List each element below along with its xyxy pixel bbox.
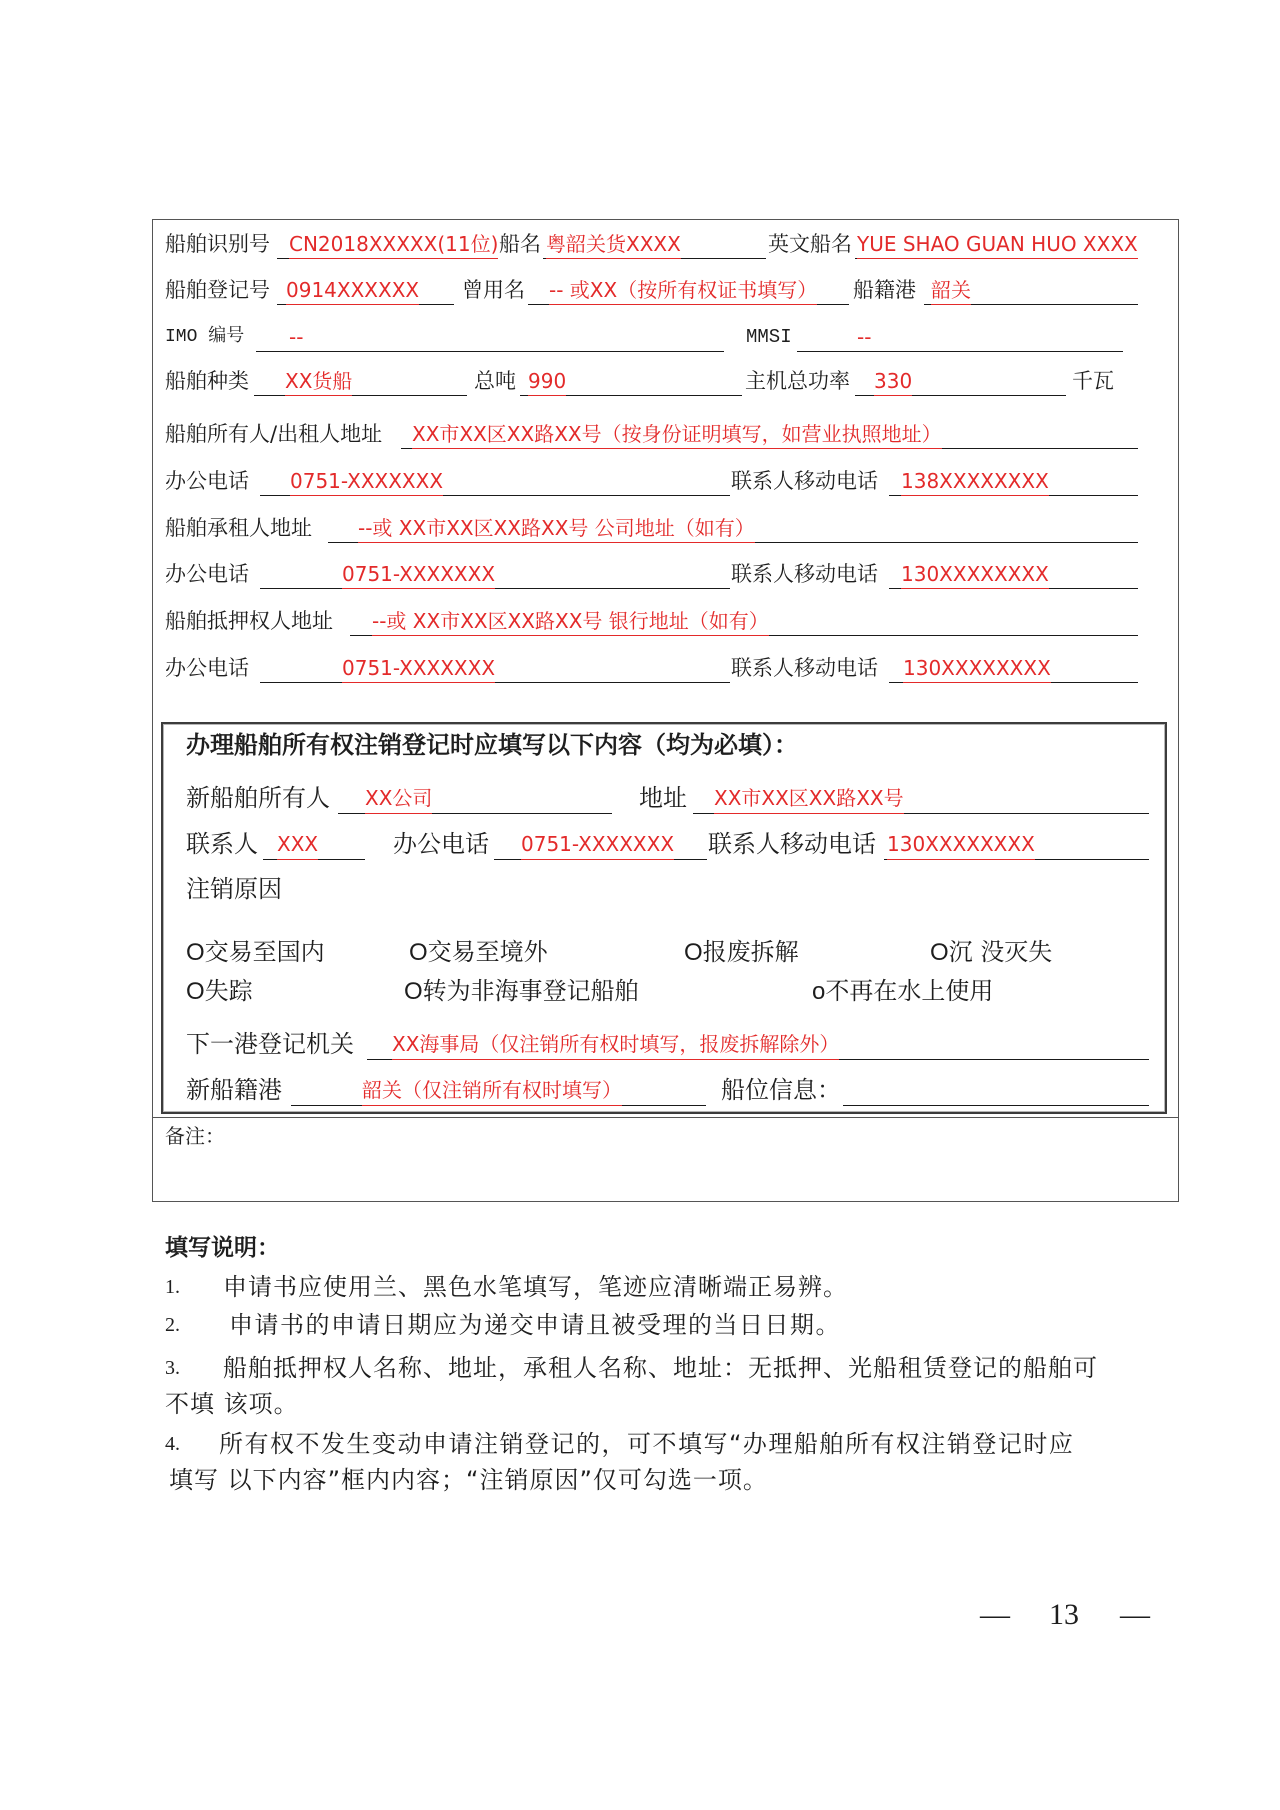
- owner-office-phone-value[interactable]: 0751-XXXXXXX: [290, 468, 443, 496]
- reason-option-label: 失踪: [204, 977, 253, 1005]
- reason-option-label: 转为非海事登记船舶: [422, 977, 639, 1005]
- mmsi-field[interactable]: [797, 323, 1123, 352]
- ship-type-value[interactable]: XX货船: [285, 368, 352, 396]
- registration-no-label: 船舶登记号: [165, 278, 270, 302]
- reason-option-missing[interactable]: [186, 976, 253, 1006]
- imo-no-value[interactable]: --: [289, 325, 304, 349]
- new-owner-mobile-label: 联系人移动电话: [708, 830, 876, 858]
- mortgagee-mobile-value[interactable]: 130XXXXXXXX: [903, 655, 1051, 683]
- mortgagee-mobile-label: 联系人移动电话: [731, 656, 878, 680]
- charterer-office-phone-value[interactable]: 0751-XXXXXXX: [342, 561, 495, 589]
- radio-circle-icon[interactable]: O: [186, 978, 205, 1005]
- instruction-number: 4.: [165, 1433, 180, 1455]
- radio-circle-icon[interactable]: O: [930, 939, 949, 966]
- former-name-label: 曾用名: [462, 278, 525, 302]
- radio-circle-icon[interactable]: o: [812, 978, 826, 1005]
- next-registry-field[interactable]: [367, 1029, 1149, 1060]
- ship-type-label: 船舶种类: [165, 369, 249, 393]
- new-port-label: 新船籍港: [186, 1076, 282, 1104]
- remarks-label: 备注：: [165, 1124, 225, 1148]
- new-owner-label: 新船舶所有人: [186, 784, 330, 812]
- new-owner-mobile-field[interactable]: [884, 829, 1149, 860]
- port-of-registry-label: 船籍港: [853, 278, 916, 302]
- mortgagee-office-phone-value[interactable]: 0751-XXXXXXX: [342, 655, 495, 683]
- contact-value[interactable]: XXX: [277, 830, 318, 860]
- ship-id-label: 船舶识别号: [165, 232, 270, 256]
- instruction-text: 所有权不发生变动申请注销登记的，可不填写“办理船舶所有权注销登记时应: [219, 1430, 1075, 1458]
- new-owner-value[interactable]: XX公司: [365, 784, 432, 814]
- owner-mobile-value[interactable]: 138XXXXXXXX: [901, 468, 1049, 496]
- instruction-text-continued: 不填 该项。: [165, 1390, 299, 1418]
- engine-power-value[interactable]: 330: [874, 368, 912, 396]
- page-number-right-dash: —: [1120, 1598, 1150, 1631]
- imo-no-label: IMO 编号: [165, 327, 245, 347]
- charterer-mobile-field[interactable]: [889, 560, 1138, 589]
- engine-power-unit: 千瓦: [1072, 369, 1114, 393]
- new-owner-field[interactable]: [338, 783, 612, 814]
- ship-name-label: 船名: [499, 232, 541, 256]
- english-name-field[interactable]: [855, 230, 1138, 259]
- new-owner-mobile-value[interactable]: 130XXXXXXXX: [887, 830, 1035, 860]
- instruction-text: 申请书应使用兰、黑色水笔填写，笔迹应清晰端正易辨。: [223, 1273, 848, 1301]
- ship-name-field[interactable]: [543, 230, 766, 259]
- owner-mobile-field[interactable]: [889, 467, 1138, 496]
- radio-circle-icon[interactable]: O: [409, 939, 428, 966]
- remarks-field[interactable]: [153, 1152, 1177, 1200]
- charterer-address-field[interactable]: [328, 514, 1138, 543]
- reason-option-label: 报废拆解: [702, 938, 799, 966]
- former-name-value[interactable]: -- 或XX（按所有权证书填写）: [549, 277, 817, 305]
- new-owner-office-phone-field[interactable]: [494, 829, 707, 860]
- owner-mobile-label: 联系人移动电话: [731, 469, 878, 493]
- reason-option-overseas-trade[interactable]: [409, 937, 548, 967]
- ship-type-field[interactable]: [254, 367, 467, 396]
- instructions-title: 填写说明：: [165, 1235, 280, 1261]
- mortgagee-address-field[interactable]: [350, 607, 1138, 636]
- instruction-number: 1.: [165, 1276, 180, 1298]
- charterer-mobile-value[interactable]: 130XXXXXXXX: [901, 561, 1049, 589]
- engine-power-field[interactable]: [855, 367, 1066, 396]
- next-registry-label: 下一港登记机关: [186, 1030, 354, 1058]
- engine-power-label: 主机总功率: [745, 369, 850, 393]
- reason-option-no-longer-used[interactable]: [812, 976, 993, 1006]
- reason-option-scrapped[interactable]: [684, 937, 799, 967]
- radio-circle-icon[interactable]: O: [404, 978, 423, 1005]
- instruction-text-continued: 填写 以下内容”框内内容；“注销原因”仅可勾选一项。: [169, 1466, 768, 1494]
- new-owner-address-value[interactable]: XX市XX区XX路XX号: [714, 784, 904, 814]
- owner-address-value[interactable]: XX市XX区XX路XX号（按身份证明填写，如营业执照地址）: [412, 421, 942, 449]
- new-port-value[interactable]: 韶关（仅注销所有权时填写）: [362, 1076, 622, 1106]
- new-owner-office-phone-value[interactable]: 0751-XXXXXXX: [521, 830, 674, 860]
- imo-no-field[interactable]: [256, 323, 724, 352]
- instruction-text: 船舶抵押权人名称、地址，承租人名称、地址：无抵押、光船租赁登记的船舶可: [223, 1354, 1098, 1382]
- contact-label: 联系人: [186, 830, 258, 858]
- reason-option-domestic-trade[interactable]: [186, 937, 325, 967]
- reason-option-label: 沉 没灭失: [948, 938, 1053, 966]
- port-of-registry-value[interactable]: 韶关: [931, 277, 971, 305]
- mortgagee-mobile-field[interactable]: [889, 654, 1138, 683]
- page-number-left-dash: —: [980, 1598, 1010, 1631]
- radio-circle-icon[interactable]: O: [684, 939, 703, 966]
- ship-id-value[interactable]: CN2018XXXXX(11位): [289, 231, 498, 259]
- mmsi-value[interactable]: --: [857, 325, 872, 349]
- mortgagee-address-label: 船舶抵押权人地址: [165, 609, 333, 633]
- owner-office-phone-label: 办公电话: [165, 469, 249, 493]
- reason-option-label: 不再在水上使用: [825, 977, 994, 1005]
- instruction-text: 申请书的申请日期应为递交申请且被受理的当日日期。: [229, 1311, 841, 1339]
- radio-circle-icon[interactable]: O: [186, 939, 205, 966]
- mortgagee-office-phone-label: 办公电话: [165, 656, 249, 680]
- new-owner-address-field[interactable]: [693, 783, 1149, 814]
- charterer-address-value[interactable]: --或 XX市XX区XX路XX号 公司地址（如有）: [358, 515, 755, 543]
- ship-name-value[interactable]: 粤韶关货XXXX: [546, 231, 681, 259]
- mortgagee-office-phone-field[interactable]: [260, 654, 730, 683]
- instruction-number: 2.: [165, 1314, 180, 1336]
- deregistration-title: 办理船舶所有权注销登记时应填写以下内容（均为必填）：: [186, 731, 798, 759]
- position-info-label: 船位信息：: [721, 1076, 841, 1104]
- reason-option-sunk-lost[interactable]: [930, 937, 1052, 967]
- port-of-registry-field[interactable]: [924, 276, 1138, 305]
- former-name-field[interactable]: [528, 276, 849, 305]
- owner-office-phone-field[interactable]: [260, 467, 730, 496]
- contact-field[interactable]: [263, 829, 365, 860]
- charterer-office-phone-label: 办公电话: [165, 562, 249, 586]
- new-port-field[interactable]: [291, 1075, 706, 1106]
- ship-id-field[interactable]: [277, 230, 497, 259]
- new-owner-address-label: 地址: [639, 784, 687, 812]
- charterer-mobile-label: 联系人移动电话: [731, 562, 878, 586]
- gross-tonnage-field[interactable]: [520, 367, 742, 396]
- english-name-value[interactable]: YUE SHAO GUAN HUO XXXX: [857, 231, 1138, 259]
- reason-label: 注销原因: [186, 875, 282, 903]
- english-name-label: 英文船名: [768, 232, 852, 256]
- registration-no-field[interactable]: [277, 276, 454, 305]
- mortgagee-address-value[interactable]: --或 XX市XX区XX路XX号 银行地址（如有）: [372, 608, 769, 636]
- page-number: 13: [1049, 1598, 1079, 1631]
- remarks-divider: [152, 1117, 1179, 1118]
- charterer-office-phone-field[interactable]: [260, 560, 730, 589]
- new-owner-office-phone-label: 办公电话: [393, 830, 489, 858]
- position-info-field[interactable]: [843, 1075, 1149, 1106]
- next-registry-value[interactable]: XX海事局（仅注销所有权时填写，报废拆解除外）: [392, 1030, 839, 1060]
- instruction-number: 3.: [165, 1357, 180, 1379]
- owner-address-field[interactable]: [401, 420, 1138, 449]
- owner-address-label: 船舶所有人/出租人地址: [165, 422, 383, 446]
- reason-option-label: 交易至境外: [427, 938, 548, 966]
- gross-tonnage-label: 总吨: [474, 369, 516, 393]
- registration-no-value[interactable]: 0914XXXXXX: [286, 277, 419, 305]
- gross-tonnage-value[interactable]: 990: [528, 368, 566, 396]
- reason-option-label: 交易至国内: [204, 938, 325, 966]
- mmsi-label: MMSI: [746, 326, 792, 348]
- charterer-address-label: 船舶承租人地址: [165, 516, 312, 540]
- reason-option-non-maritime[interactable]: [404, 976, 639, 1006]
